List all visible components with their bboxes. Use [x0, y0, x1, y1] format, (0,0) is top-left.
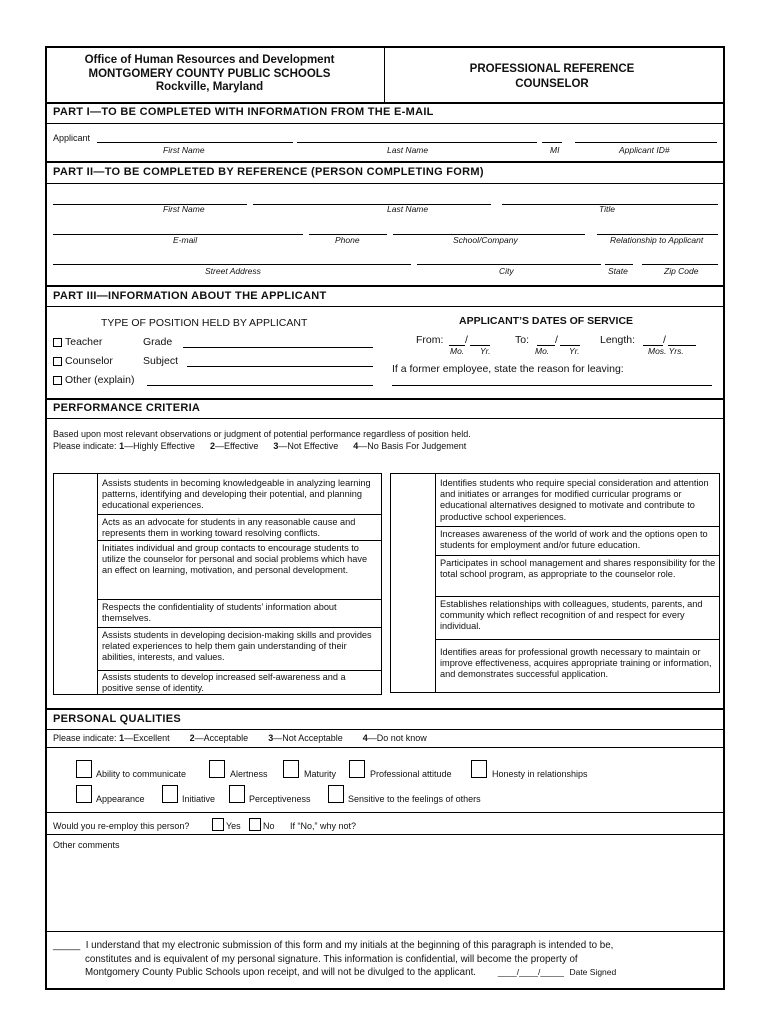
- row-divider: [97, 627, 381, 628]
- divider: [47, 123, 723, 124]
- rating-input-column[interactable]: [54, 474, 97, 694]
- reemploy-no-label: No: [263, 821, 275, 831]
- teacher-checkbox[interactable]: [53, 338, 62, 347]
- honesty-label: Honesty in relationships: [492, 769, 588, 779]
- alertness-rating[interactable]: [209, 760, 225, 778]
- reemploy-no-checkbox[interactable]: [249, 818, 261, 831]
- rating-input-column[interactable]: [391, 474, 435, 692]
- applicant-first-name-field[interactable]: [97, 142, 293, 143]
- caption-first-name: First Name: [163, 145, 205, 155]
- divider: [47, 102, 723, 104]
- criterion-left-1: Assists students in becoming knowledgeable in analyzing learning patterns, identifying and developing their potential, and planning educational experiences.: [102, 478, 371, 511]
- subject-field[interactable]: [187, 366, 373, 367]
- applicant-label: Applicant: [53, 133, 91, 143]
- former-employee-label: If a former employee, state the reason for leaving:: [392, 363, 624, 375]
- other-option[interactable]: Other (explain): [53, 374, 134, 386]
- criterion-right-2: Increases awareness of the world of work and the options open to students for employment and/or future education.: [440, 529, 708, 551]
- caption-first-name: First Name: [163, 204, 205, 214]
- appearance-label: Appearance: [96, 794, 145, 804]
- slash: /: [465, 334, 468, 346]
- other-checkbox[interactable]: [53, 376, 62, 385]
- caption-zip: Zip Code: [664, 266, 699, 276]
- position-heading: TYPE OF POSITION HELD BY APPLICANT: [101, 317, 308, 329]
- teacher-option[interactable]: Teacher: [53, 336, 102, 348]
- reemploy-yes-checkbox[interactable]: [212, 818, 224, 831]
- criterion-left-3: Initiates individual and group contacts to encourage students to utilize the counselor for personal and social problems which have an effect on learning, motivation, and personal development.: [102, 543, 368, 576]
- initiative-label: Initiative: [182, 794, 216, 804]
- row-divider: [435, 555, 719, 556]
- rating-column-divider: [97, 474, 98, 694]
- district-location: Rockville, Maryland: [155, 81, 264, 93]
- reference-first-name-field[interactable]: [53, 204, 247, 205]
- caption-last-name: Last Name: [387, 204, 429, 214]
- divider: [47, 931, 723, 932]
- form-frame: [45, 46, 725, 990]
- divider: [47, 747, 723, 748]
- rating-column-divider: [435, 474, 436, 692]
- sensitive-rating[interactable]: [328, 785, 344, 803]
- row-divider: [97, 540, 381, 541]
- ability-communicate-rating[interactable]: [76, 760, 92, 778]
- divider: [47, 161, 723, 163]
- dates-heading: APPLICANT’S DATES OF SERVICE: [459, 315, 634, 327]
- reason-leaving-field[interactable]: [392, 385, 712, 386]
- part2-title: PART II—TO BE COMPLETED BY REFERENCE (PERSON COMPLETING FORM): [53, 166, 484, 178]
- divider: [47, 812, 723, 813]
- criterion-right-1: Identifies students who require special consideration and attention and initiates or arranges for modified curricular programs or educational alternatives designed to motivate and contribute to productive school experiences.: [440, 478, 709, 522]
- slash: /: [663, 334, 666, 346]
- criterion-right-4: Establishes relationships with colleagues, students, parents, and community which reflect recognition of and respect for every individual.: [440, 599, 703, 632]
- caption-street: Street Address: [205, 266, 261, 276]
- maturity-rating[interactable]: [283, 760, 299, 778]
- initiative-rating[interactable]: [162, 785, 178, 803]
- caption-last-name: Last Name: [387, 145, 429, 155]
- part3-title: PART III—INFORMATION ABOUT THE APPLICANT: [53, 290, 327, 302]
- divider: [47, 834, 723, 835]
- caption-mi: MI: [550, 145, 560, 155]
- row-divider: [435, 639, 719, 640]
- divider: [47, 729, 723, 730]
- reference-city-field[interactable]: [417, 264, 601, 265]
- length-label: Length:: [600, 334, 636, 346]
- district-name: MONTGOMERY COUNTY PUBLIC SCHOOLS: [88, 67, 331, 80]
- caption-length: Mos. Yrs.: [648, 346, 684, 356]
- criterion-left-5: Assists students in developing decision-making skills and provides related experiences to help them gain understanding of their abilities, interests, and values.: [102, 630, 372, 663]
- office-header: [47, 54, 372, 95]
- caption-relationship: Relationship to Applicant: [610, 235, 704, 245]
- reemploy-question: Would you re-employ this person?: [53, 821, 190, 831]
- performance-scale: Please indicate: 1—Highly Effective 2—Effective 3—Not Effective 4—No Basis For Judgement: [53, 441, 467, 451]
- row-divider: [97, 670, 381, 671]
- reemploy-yes-label: Yes: [226, 821, 241, 831]
- caption-email: E-mail: [173, 235, 198, 245]
- counselor-option[interactable]: Counselor: [53, 355, 113, 367]
- row-divider: [97, 599, 381, 600]
- applicant-last-name-field[interactable]: [297, 142, 537, 143]
- appearance-rating[interactable]: [76, 785, 92, 803]
- counselor-checkbox[interactable]: [53, 357, 62, 366]
- form-title-line2: COUNSELOR: [515, 78, 589, 90]
- applicant-mi-field[interactable]: [542, 142, 562, 143]
- caption-school-company: School/Company: [453, 235, 518, 245]
- caption-from-year: Yr.: [480, 346, 491, 356]
- caption-applicant-id: Applicant ID#: [619, 145, 670, 155]
- to-label: To:: [515, 334, 530, 346]
- initials-field[interactable]: _____: [53, 940, 81, 951]
- divider: [47, 285, 723, 287]
- sensitive-label: Sensitive to the feelings of others: [348, 794, 481, 804]
- criterion-right-5: Identifies areas for professional growth necessary to maintain or improve effectiveness, acquires appropriate training or information, and demonstrates successful application.: [440, 647, 712, 680]
- form-title-line1: PROFESSIONAL REFERENCE: [469, 63, 635, 75]
- reference-state-field[interactable]: [605, 264, 633, 265]
- personal-scale: Please indicate: 1—Excellent 2—Acceptable 3—Not Acceptable 4—Do not know: [53, 733, 427, 743]
- divider: [47, 183, 723, 184]
- caption-from-month: Mo.: [450, 346, 465, 356]
- criterion-left-2: Acts as an advocate for students in any reasonable cause and represents them in working toward resolving conflicts.: [102, 517, 356, 539]
- divider: [47, 398, 723, 400]
- caption-city: City: [499, 266, 514, 276]
- reference-street-field[interactable]: [53, 264, 411, 265]
- caption-title: Title: [599, 204, 615, 214]
- grade-field[interactable]: [183, 347, 373, 348]
- reference-last-name-field[interactable]: [253, 204, 491, 205]
- from-label: From:: [416, 334, 444, 346]
- row-divider: [435, 596, 719, 597]
- date-signed-field[interactable]: ____/____/_____: [497, 967, 564, 977]
- performance-table-right: [390, 473, 720, 693]
- row-divider: [97, 514, 381, 515]
- performance-title: PERFORMANCE CRITERIA: [53, 402, 201, 414]
- other-comments-field[interactable]: [53, 854, 717, 928]
- header-divider: [384, 48, 385, 102]
- ability-communicate-label: Ability to communicate: [96, 769, 187, 779]
- divider: [47, 418, 723, 419]
- other-explain-field[interactable]: [147, 385, 373, 386]
- grade-label: Grade: [143, 336, 173, 348]
- row-divider: [435, 526, 719, 527]
- perceptiveness-label: Perceptiveness: [249, 794, 311, 804]
- part1-title: PART I—TO BE COMPLETED WITH INFORMATION FROM THE E-MAIL: [53, 106, 434, 118]
- other-comments-label: Other comments: [53, 840, 120, 850]
- slash: /: [555, 334, 558, 346]
- honesty-rating[interactable]: [471, 760, 487, 778]
- subject-label: Subject: [143, 355, 179, 367]
- form-title: [402, 62, 702, 92]
- divider: [47, 708, 723, 710]
- reference-zip-field[interactable]: [642, 264, 718, 265]
- reemploy-why-label: If “No,” why not?: [290, 821, 357, 831]
- criterion-right-3: Participates in school management and shares responsibility for the total school program, as appropriate to the counselor role.: [440, 558, 716, 580]
- professional-attitude-rating[interactable]: [349, 760, 365, 778]
- caption-to-month: Mo.: [535, 346, 550, 356]
- criterion-left-4: Respects the confidentiality of students’ information about themselves.: [102, 602, 337, 624]
- criterion-left-6: Assists students to develop increased self-awareness and a positive sense of identity.: [102, 672, 346, 694]
- caption-phone: Phone: [335, 235, 360, 245]
- professional-attitude-label: Professional attitude: [370, 769, 452, 779]
- personal-title: PERSONAL QUALITIES: [53, 713, 182, 725]
- perceptiveness-rating[interactable]: [229, 785, 245, 803]
- caption-state: State: [608, 266, 628, 276]
- performance-intro: Based upon most relevant observations or judgment of potential performance regardless of position held.: [53, 429, 471, 439]
- caption-to-year: Yr.: [569, 346, 580, 356]
- alertness-label: Alertness: [230, 769, 268, 779]
- maturity-label: Maturity: [304, 769, 337, 779]
- applicant-id-field[interactable]: [575, 142, 717, 143]
- signature-statement: _____ I understand that my electronic submission of this form and my initials at the beginning of this paragraph is intended to be, constitutes and is equivalent of my personal signature. This information is confidential, will become the property of Montgomery County Public Schools upon receipt, and will not be divulged to the applicant. ____/____/_____ Date Signed: [53, 940, 617, 978]
- office-name: Office of Human Resources and Development: [84, 54, 335, 66]
- date-signed-label: Date Signed: [569, 967, 617, 977]
- performance-table-left: [53, 473, 382, 695]
- divider: [47, 306, 723, 307]
